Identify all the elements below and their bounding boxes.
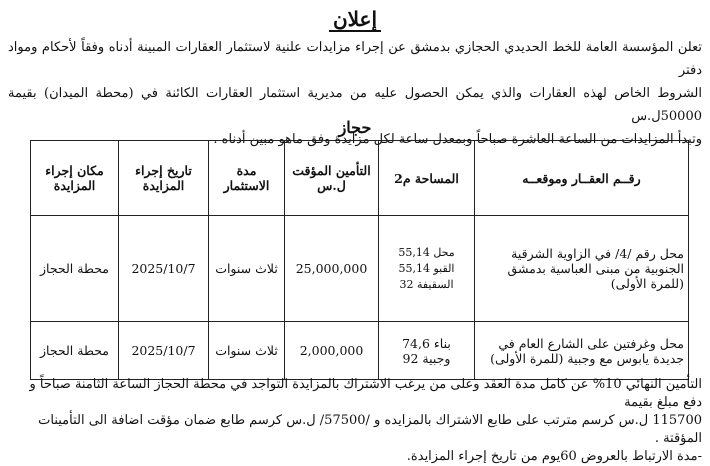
area-line: وجبية 92	[402, 350, 451, 366]
announcement-title: إعلان	[0, 8, 710, 32]
cell-property: محل وغرفتين على الشارع العام في جديدة يابوس مع وجبية (للمرة الأولى)	[475, 322, 689, 380]
cell-date: 2025/10/7	[119, 216, 209, 322]
cell-area	[379, 322, 475, 380]
area-line: القبو 55,14	[398, 261, 455, 275]
intro-line: الشروط الخاص لهذه العقارات والذي يمكن الحصول عليه من مديرية استثمار العقارات الكائنة في (محطة الميدان) بقيمة 50000ل.س	[8, 86, 702, 124]
cell-property: محل رقم /4/ في الزاوية الشرقية الجنوبية من مبنى العباسية بدمشق (للمرة الأولى)	[475, 216, 689, 322]
area-line: السقيفة 32	[399, 277, 454, 291]
cell-deposit: 25,000,000	[285, 216, 379, 322]
properties-table	[30, 140, 689, 380]
table-header-row	[31, 141, 689, 216]
header-place: مكان إجراء المزايدة	[31, 141, 119, 216]
intro-line: وتبدأ المزايدات من الساعة العاشرة صباحاً وبمعدل ساعة لكل مزايدة وفق ماهو مبين أدناه .	[213, 132, 702, 147]
table-row	[31, 322, 689, 380]
note-line: 115700 ل.س كرسم مترتب على طابع الاشتراك بالمزايده و /57500/ ل.س كرسم طابع ضمان مؤقت اضافة الى التأمينات المؤقتة .	[38, 413, 702, 446]
cell-date: 2025/10/7	[119, 322, 209, 380]
header-date: تاريخ إجراء المزايدة	[119, 141, 209, 216]
area-line: بناء 74,6	[402, 335, 451, 351]
cell-deposit: 2,000,000	[285, 322, 379, 380]
note-line: -مدة الارتباط بالعروض 60يوم من تاريخ إجراء المزايدة.	[406, 449, 702, 464]
header-area: المساحة م2	[379, 141, 475, 216]
cell-place: محطة الحجاز	[31, 216, 119, 322]
table-row	[31, 216, 689, 322]
cell-place: محطة الحجاز	[31, 322, 119, 380]
cell-area	[379, 216, 475, 322]
section-heading: حجاز	[338, 118, 372, 137]
header-deposit: التأمين المؤقت ل.س	[285, 141, 379, 216]
header-property: رقــم العقــار وموقعــه	[475, 141, 689, 216]
area-line: محل 55,14	[398, 245, 455, 259]
intro-line: تعلن المؤسسة العامة للخط الحديدي الحجازي بدمشق عن إجراء مزايدات علنية لاستثمار العقارات المبينة أدناه وفقاً لأحكام ومواد دفتر	[8, 40, 702, 78]
cell-duration: ثلاث سنوات	[209, 322, 285, 380]
cell-duration: ثلاث سنوات	[209, 216, 285, 322]
note-line: التأمين النهائي 10% عن كامل مدة العقد وعلى من يرغب الاشتراك بالمزايدة التواجد في محطة الحجاز الساعة الثامنة صباحاً و دفع مبلغ بقيمة	[29, 377, 702, 410]
header-duration: مدة الاستثمار	[209, 141, 285, 216]
